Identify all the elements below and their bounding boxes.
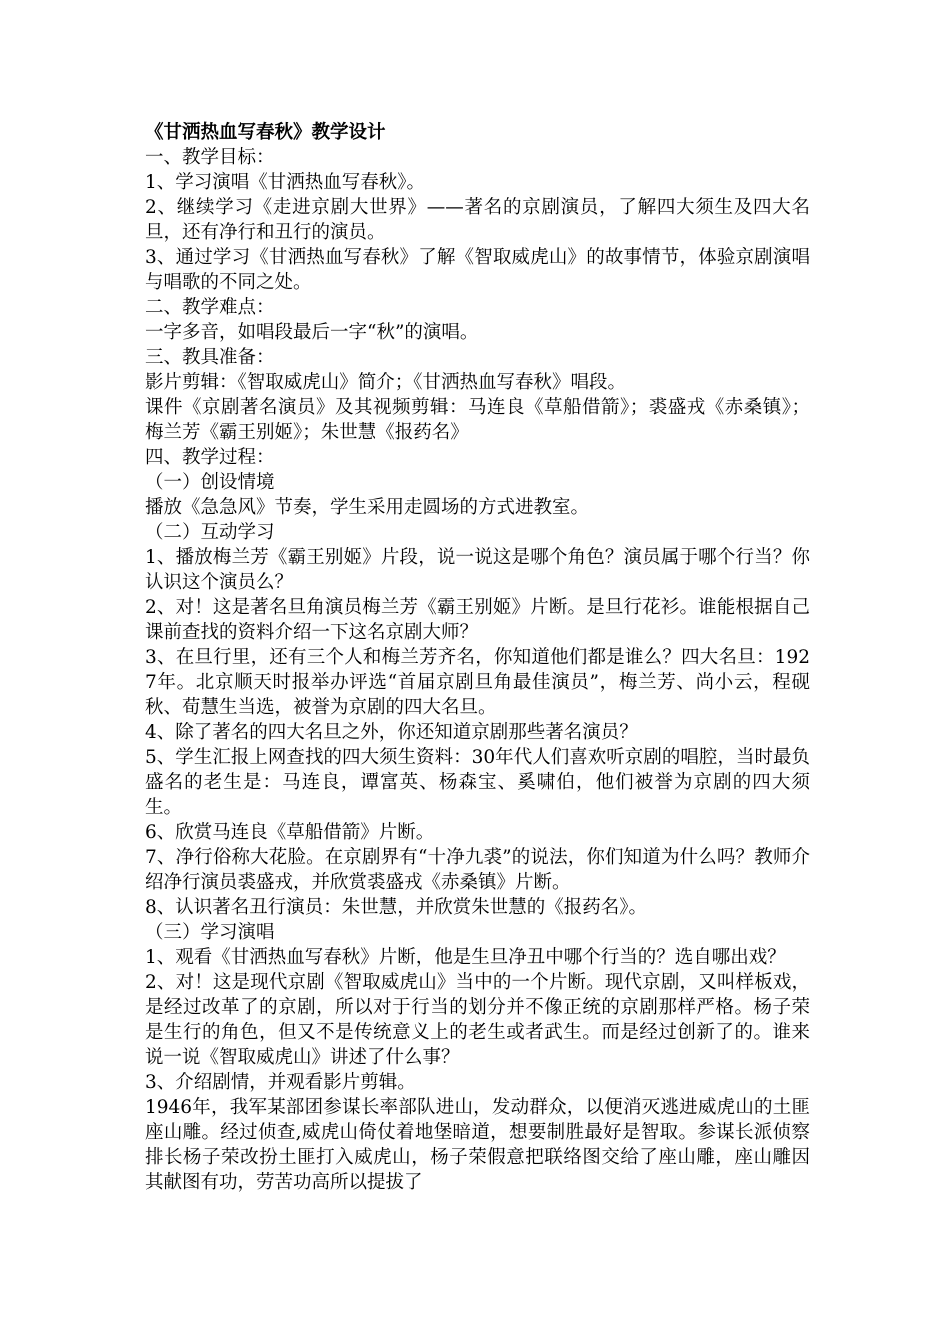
paragraph: 3、介绍剧情，并观看影片剪辑。 [145,1072,416,1093]
paragraph: 1、观看《甘洒热血写春秋》片断，他是生旦净丑中哪个行当的？选自哪出戏？ [145,947,786,968]
paragraph: （二）互动学习 [145,522,275,543]
paragraph: 3、在旦行里，还有三个人和梅兰芳齐名，你知道他们都是谁么？四大名旦：1927年。北京顺天时报举办评选“首届京剧旦角最佳演员”，梅兰芳、尚小云，程砚秋、荀慧生当选，被誉为京剧的四大名旦。 [145,647,810,718]
paragraph: 1、播放梅兰芳《霸王别姬》片段，说一说这是哪个角色？演员属于哪个行当？你认识这个演员么？ [145,547,810,593]
paragraph: 4、除了著名的四大名旦之外，你还知道京剧那些著名演员？ [145,722,638,743]
paragraph: （三）学习演唱 [145,922,275,943]
paragraph: 四、教学过程： [145,447,275,468]
paragraph: 一、教学目标： [145,147,275,168]
paragraph: 8、认识著名丑行演员：朱世慧，并欣赏朱世慧的《报药名》。 [145,897,648,918]
paragraph: 2、对！这是现代京剧《智取威虎山》当中的一个片断。现代京剧，又叫样板戏，是经过改革了的京剧，所以对于行当的划分并不像正统的京剧那样严格。杨子荣是生行的角色，但又不是传统意义上的老生或者武生。而是经过创新了的。谁来说一说《智取威虎山》讲述了什么事？ [145,972,810,1068]
paragraph: （一）创设情境 [145,472,275,493]
document-body [145,120,810,1195]
paragraph: 一字多音，如唱段最后一字“秋”的演唱。 [145,322,479,343]
paragraph: 课件《京剧著名演员》及其视频剪辑：马连良《草船借箭》；裘盛戎《赤桑镇》；梅兰芳《霸王别姬》；朱世慧《报药名》 [145,397,810,443]
paragraph: 2、继续学习《走进京剧大世界》——著名的京剧演员，了解四大须生及四大名旦，还有净行和丑行的演员。 [145,197,810,243]
paragraph: 7、净行俗称大花脸。在京剧界有“十净九裘”的说法，你们知道为什么吗？教师介绍净行演员裘盛戎，并欣赏裘盛戎《赤桑镇》片断。 [145,847,810,893]
paragraph: 5、学生汇报上网查找的四大须生资料：30年代人们喜欢听京剧的唱腔，当时最负盛名的老生是：马连良，谭富英、杨森宝、奚啸伯，他们被誉为京剧的四大须生。 [145,747,810,818]
paragraph: 6、欣赏马连良《草船借箭》片断。 [145,822,435,843]
paragraph: 1、学习演唱《甘洒热血写春秋》。 [145,172,426,193]
paragraph: 1946年，我军某部团参谋长率部队进山，发动群众，以便消灭逃进威虎山的土匪座山雕。经过侦查,威虎山倚仗着地堡暗道，想要制胜最好是智取。参谋长派侦察排长杨子荣改扮土匪打入威虎山，杨子荣假意把联络图交给了座山雕，座山雕因其献图有功，劳苦功高所以提拔了 [145,1097,810,1193]
paragraph: 影片剪辑：《智取威虎山》简介；《甘洒热血写春秋》唱段。 [145,372,627,393]
paragraph: 三、教具准备： [145,347,275,368]
paragraph: 二、教学难点： [145,297,275,318]
paragraph: 2、对！这是著名旦角演员梅兰芳《霸王别姬》片断。是旦行花衫。谁能根据自己课前查找的资料介绍一下这名京剧大师？ [145,597,810,643]
paragraph: 3、通过学习《甘洒热血写春秋》了解《智取威虎山》的故事情节，体验京剧演唱与唱歌的不同之处。 [145,247,810,293]
paragraph: 播放《急急风》节奏，学生采用走圆场的方式进教室。 [145,497,590,518]
document-title: 《甘洒热血写春秋》教学设计 [145,122,386,143]
